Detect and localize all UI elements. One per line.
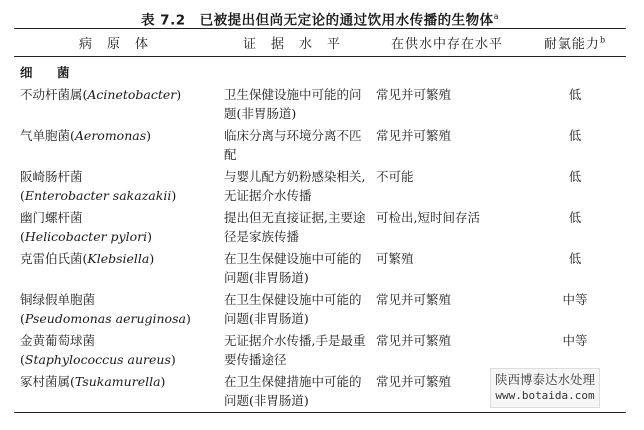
category-row <box>14 57 626 85</box>
table-title-text: 表 7.2 已被提出但尚无定论的通过饮用水传播的生物体 <box>140 12 494 29</box>
evidence-cell: 临床分离与环境分离不匹配 <box>224 128 362 162</box>
pathogen-cell <box>14 125 214 166</box>
watermark-line2: www.botaida.com <box>495 389 595 402</box>
pathogen-close-paren: ) <box>185 311 191 326</box>
pathogen-name: 幽门螺杆菌 <box>20 210 83 225</box>
header-chlorine-footnote-mark: b <box>599 35 607 45</box>
category-label: 细 菌 <box>20 65 76 80</box>
evidence-cell: 在卫生保健设施中可能的问题(非胃肠道) <box>224 251 362 285</box>
occurrence-cell: 可繁殖 <box>376 251 414 266</box>
pathogen-close-paren: ) <box>146 128 152 143</box>
pathogen-scientific-name: Tsukamurella <box>74 374 161 389</box>
pathogen-scientific-name: Klebsiella <box>87 251 150 266</box>
pathogen-name: 气单胞菌( <box>20 128 75 143</box>
pathogen-cell <box>14 84 214 125</box>
occurrence-cell: 常见并可繁殖 <box>376 292 452 307</box>
table-page <box>14 6 626 413</box>
pathogen-close-paren: ) <box>149 251 155 266</box>
table-row <box>14 125 626 166</box>
chlorine-resistance-cell: 低 <box>568 87 582 102</box>
pathogen-scientific-name: Enterobacter sakazakii <box>24 188 172 203</box>
pathogen-cell <box>14 166 214 207</box>
chlorine-resistance-cell: 低 <box>568 128 582 143</box>
pathogen-open-paren: ( <box>20 352 25 367</box>
occurrence-cell: 常见并可繁殖 <box>376 128 452 143</box>
pathogen-open-paren: ( <box>20 311 25 326</box>
organism-table <box>14 28 626 413</box>
evidence-cell: 在卫生保健措施中可能的问题(非胃肠道) <box>214 371 370 413</box>
header-chlorine <box>524 29 626 57</box>
evidence-cell: 卫生保健设施中可能的问题(非胃肠道) <box>224 87 362 121</box>
pathogen-scientific-name: Staphylococcus aureus <box>24 352 171 367</box>
chlorine-resistance-cell: 低 <box>568 251 582 266</box>
header-chlorine-label: 耐氯能力 <box>543 37 600 52</box>
occurrence-cell: 可检出,短时间存活 <box>376 210 480 225</box>
pathogen-close-paren: ) <box>171 188 177 203</box>
pathogen-name: 不动杆菌属( <box>20 87 88 102</box>
occurrence-cell: 常见并可繁殖 <box>370 371 524 413</box>
header-evidence: 证 据 水 平 <box>214 29 370 57</box>
chlorine-resistance-cell: 低 <box>568 210 582 225</box>
table-row <box>14 289 626 330</box>
pathogen-name: 冢村菌属( <box>20 374 75 389</box>
evidence-cell: 与婴儿配方奶粉感染相关,无证据介水传播 <box>224 169 366 203</box>
occurrence-cell: 常见并可繁殖 <box>376 87 452 102</box>
occurrence-cell: 不可能 <box>376 169 414 184</box>
pathogen-cell <box>14 248 214 289</box>
evidence-cell: 在卫生保健设施中可能的问题(非胃肠道) <box>224 292 362 326</box>
table-row <box>14 84 626 125</box>
pathogen-scientific-name: Aeromonas <box>74 128 147 143</box>
pathogen-name: 铜绿假单胞菌 <box>20 292 96 307</box>
pathogen-cell <box>14 289 214 330</box>
chlorine-resistance-cell: 低 <box>568 169 582 184</box>
pathogen-cell <box>14 371 214 413</box>
pathogen-name: 克雷伯氏菌( <box>20 251 88 266</box>
pathogen-name: 金黄葡萄球菌 <box>20 333 96 348</box>
pathogen-close-paren: ) <box>176 87 182 102</box>
pathogen-scientific-name: Acinetobacter <box>87 87 177 102</box>
pathogen-cell <box>14 207 214 248</box>
header-pathogen: 病 原 体 <box>14 29 214 57</box>
pathogen-cell <box>14 330 214 371</box>
chlorine-resistance-cell: 中等 <box>562 333 588 348</box>
pathogen-close-paren: ) <box>160 374 166 389</box>
table-row <box>14 248 626 289</box>
pathogen-open-paren: ( <box>20 188 25 203</box>
watermark-line1: 陕西博泰达水处理 <box>494 372 595 387</box>
chlorine-resistance-cell: 中等 <box>562 292 588 307</box>
occurrence-cell: 常见并可繁殖 <box>376 333 452 348</box>
header-occurrence: 在供水中存在水平 <box>370 29 524 57</box>
table-title-footnote-mark: a <box>493 12 500 21</box>
pathogen-scientific-name: Helicobacter pylori <box>24 229 148 244</box>
pathogen-name: 阪崎肠杆菌 <box>20 169 83 184</box>
pathogen-open-paren: ( <box>20 229 25 244</box>
table-row <box>14 330 626 371</box>
table-title <box>14 6 626 28</box>
pathogen-close-paren: ) <box>170 352 176 367</box>
table-row <box>14 166 626 207</box>
table-header-row <box>14 29 626 57</box>
pathogen-scientific-name: Pseudomonas aeruginosa <box>24 311 186 326</box>
table-row <box>14 207 626 248</box>
pathogen-close-paren: ) <box>147 229 152 244</box>
evidence-cell: 提出但无直接证据,主要途径是家族传播 <box>224 210 366 244</box>
evidence-cell: 无证据介水传播,手是最重要传播途径 <box>224 333 366 367</box>
watermark-logo <box>490 368 600 408</box>
